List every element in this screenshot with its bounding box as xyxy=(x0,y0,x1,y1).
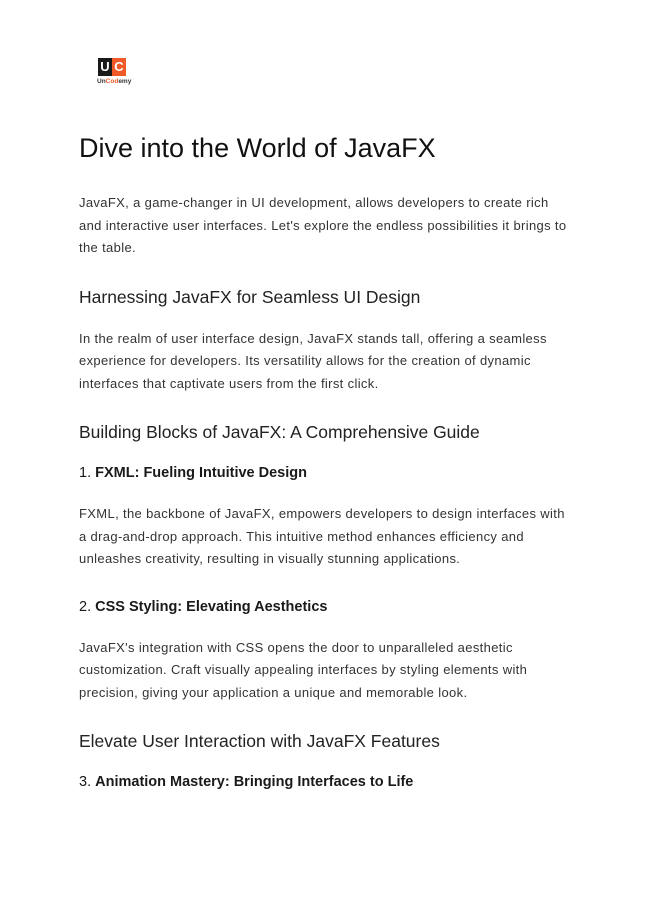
subsection-number: 2. xyxy=(79,598,92,615)
subsection-title: CSS Styling: Elevating Aesthetics xyxy=(95,598,328,615)
article-content xyxy=(79,130,574,812)
logo-wordmark xyxy=(97,78,137,85)
intro-paragraph: JavaFX, a game-changer in UI development, allows developers to create rich and interactive user interfaces. Let's explore the endless possibilities it brings to the table. xyxy=(79,195,567,255)
logo-mark xyxy=(98,58,126,76)
subsection-title: FXML: Fueling Intuitive Design xyxy=(95,465,307,481)
subsection-number: 3. xyxy=(79,774,92,790)
subsection-title: Animation Mastery: Bringing Interfaces to Life xyxy=(95,774,414,790)
logo-mark-c: C xyxy=(112,58,126,76)
subsection-heading-fxml xyxy=(79,463,574,483)
section-heading-building-blocks: Building Blocks of JavaFX: A Comprehensive Guide xyxy=(79,422,480,442)
section-heading-user-interaction: Elevate User Interaction with JavaFX Features xyxy=(79,731,440,751)
subsection-heading-css xyxy=(79,597,574,617)
logo-mark-u: U xyxy=(98,58,112,76)
section-body-seamless-ui: In the realm of user interface design, JavaFX stands tall, offering a seamless experience for developers. Its versatility allows for the creation of dynamic interfaces that captivate users from the first click. xyxy=(79,330,547,391)
logo-wordmark-suffix: emy xyxy=(118,78,132,85)
subsection-body-css: JavaFX's integration with CSS opens the door to unparalleled aesthetic customization. Craft visually appealing interfaces by styling elements with precision, giving your application a unique and memorable look. xyxy=(79,639,528,700)
subsection-body-fxml: FXML, the backbone of JavaFX, empowers developers to design interfaces with a drag-and-drop approach. This intuitive method enhances efficiency and unleashes creativity, resulting in visually stunning applications. xyxy=(79,506,565,566)
subsection-heading-animation xyxy=(79,772,574,792)
page-title: Dive into the World of JavaFX xyxy=(79,133,436,163)
logo-wordmark-accent: Cod xyxy=(105,78,119,85)
brand-logo[interactable] xyxy=(97,58,137,90)
section-heading-seamless-ui: Harnessing JavaFX for Seamless UI Design xyxy=(79,286,421,307)
logo-wordmark-prefix: Un xyxy=(97,78,106,85)
subsection-number: 1. xyxy=(79,465,92,481)
